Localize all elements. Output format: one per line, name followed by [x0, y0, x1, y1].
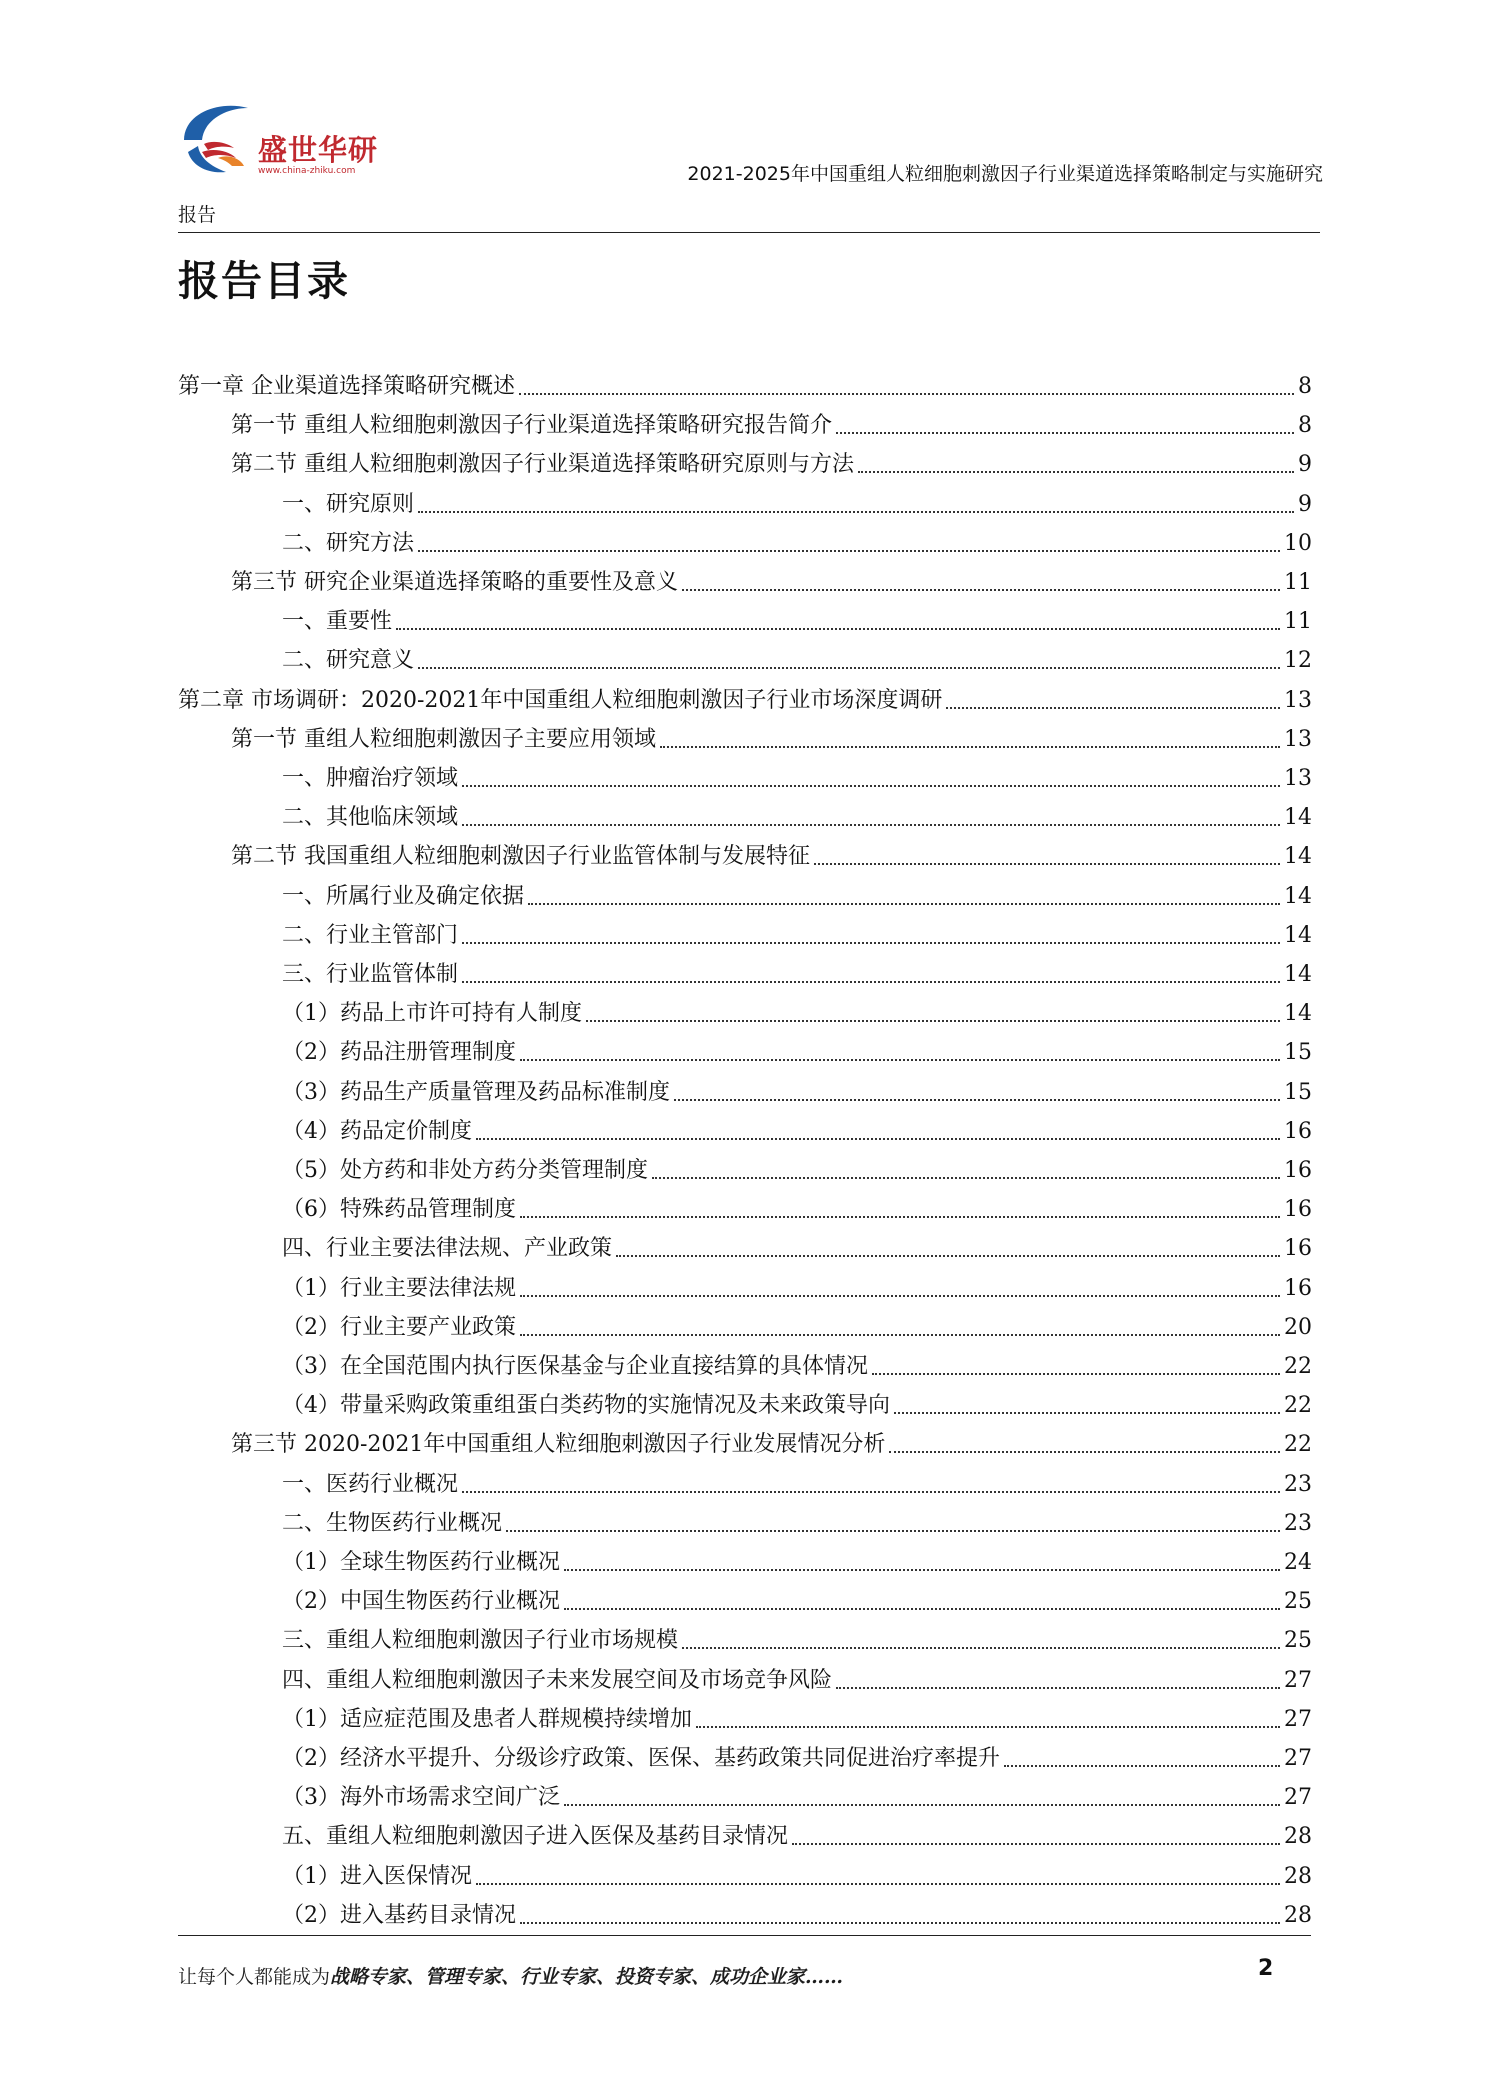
- toc-entry[interactable]: [178, 1028, 1312, 1067]
- toc-entry-page: 25: [1284, 1628, 1312, 1654]
- toc-entry[interactable]: [178, 1146, 1312, 1185]
- toc-entry-page: 22: [1284, 1393, 1312, 1419]
- toc-dot-leader: [564, 1569, 1280, 1571]
- toc-dot-leader: [682, 1647, 1280, 1649]
- toc-entry[interactable]: [178, 911, 1312, 950]
- toc-entry-page: 14: [1284, 962, 1312, 987]
- toc-dot-leader: [872, 1373, 1280, 1375]
- toc-dot-leader: [418, 550, 1280, 552]
- toc-dot-leader: [462, 785, 1280, 787]
- toc-entry[interactable]: [178, 1695, 1312, 1734]
- toc-entry-page: 13: [1284, 726, 1312, 752]
- toc-entry[interactable]: [178, 1342, 1312, 1381]
- toc-entry[interactable]: [178, 754, 1312, 793]
- toc-entry[interactable]: [178, 1773, 1312, 1812]
- toc-entry-title: 第二章 市场调研：2020-2021年中国重组人粒细胞刺激因子行业市场深度调研: [178, 687, 943, 713]
- toc-entry-title: 第一章 企业渠道选择策略研究概述: [178, 374, 515, 399]
- toc-entry[interactable]: [178, 558, 1312, 597]
- toc-entry-title: （2）药品注册管理制度: [282, 1040, 516, 1066]
- toc-dot-leader: [616, 1255, 1280, 1257]
- toc-entry[interactable]: [178, 989, 1312, 1028]
- toc-entry-title: （1）适应症范围及患者人群规模持续增加: [282, 1706, 692, 1732]
- toc-entry[interactable]: [178, 715, 1312, 754]
- toc-entry[interactable]: [178, 1264, 1312, 1303]
- toc-entry[interactable]: [178, 440, 1312, 479]
- toc-entry-title: 第二节 我国重组人粒细胞刺激因子行业监管体制与发展特征: [231, 844, 810, 870]
- toc-entry-title: 二、其他临床领域: [282, 805, 459, 831]
- toc-dot-leader: [520, 1334, 1280, 1336]
- toc-dot-leader: [894, 1412, 1280, 1414]
- toc-entry[interactable]: [178, 1616, 1312, 1655]
- toc-entry-page: 27: [1284, 1785, 1312, 1811]
- toc-entry-page: 22: [1284, 1432, 1312, 1458]
- toc-entry-page: 16: [1284, 1158, 1312, 1183]
- toc-dot-leader: [462, 824, 1280, 826]
- toc-dot-leader: [1004, 1765, 1280, 1767]
- toc-entry[interactable]: [178, 872, 1312, 911]
- toc-entry[interactable]: [178, 1499, 1312, 1538]
- toc-entry-page: 24: [1284, 1550, 1312, 1575]
- toc-dot-leader: [858, 471, 1294, 473]
- page-title: 报告目录: [178, 257, 350, 305]
- toc-dot-leader: [476, 1138, 1280, 1140]
- toc-entry[interactable]: [178, 597, 1312, 636]
- toc-dot-leader: [682, 589, 1280, 591]
- toc-entry-page: 14: [1284, 805, 1312, 831]
- toc-dot-leader: [506, 1530, 1280, 1532]
- toc-entry-page: 16: [1284, 1275, 1312, 1301]
- toc-entry-title: 一、医药行业概况: [282, 1471, 459, 1497]
- toc-dot-leader: [674, 1099, 1280, 1101]
- toc-dot-leader: [889, 1451, 1280, 1453]
- toc-entry-title: 第二节 重组人粒细胞刺激因子行业渠道选择策略研究原则与方法: [231, 452, 854, 478]
- toc-entry[interactable]: [178, 793, 1312, 832]
- toc-entry-page: 27: [1284, 1667, 1312, 1693]
- toc-dot-leader: [836, 1687, 1280, 1689]
- toc-dot-leader: [586, 1020, 1280, 1022]
- toc-dot-leader: [476, 1883, 1280, 1885]
- toc-entry[interactable]: [178, 1656, 1312, 1695]
- toc-dot-leader: [396, 628, 1280, 630]
- toc-dot-leader: [814, 863, 1280, 865]
- toc-entry-page: 27: [1284, 1746, 1312, 1771]
- toc-entry-title: （2）经济水平提升、分级诊疗政策、医保、基药政策共同促进治疗率提升: [282, 1746, 1000, 1771]
- toc-entry[interactable]: [178, 1185, 1312, 1224]
- toc-entry-page: 22: [1284, 1354, 1312, 1379]
- toc-entry-title: （1）进入医保情况: [282, 1863, 472, 1889]
- toc-entry-title: 二、生物医药行业概况: [282, 1510, 503, 1536]
- toc-entry-page: 14: [1284, 844, 1312, 870]
- footer-divider: [178, 1935, 1311, 1936]
- toc-dot-leader: [462, 981, 1280, 983]
- toc-entry-page: 11: [1284, 570, 1312, 595]
- toc-entry[interactable]: [178, 519, 1312, 558]
- toc-entry-title: 三、行业监管体制: [282, 962, 459, 987]
- toc-entry-page: 14: [1284, 883, 1312, 909]
- toc-entry-page: 23: [1284, 1471, 1312, 1497]
- toc-entry-title: （3）药品生产质量管理及药品标准制度: [282, 1079, 670, 1105]
- toc-entry[interactable]: [178, 950, 1312, 989]
- toc-entry[interactable]: [178, 636, 1312, 675]
- toc-dot-leader: [520, 1922, 1280, 1924]
- toc-entry-title: （2）中国生物医药行业概况: [282, 1589, 560, 1615]
- toc-dot-leader: [836, 432, 1294, 434]
- toc-entry-page: 28: [1284, 1824, 1312, 1850]
- toc-entry-page: 16: [1284, 1118, 1312, 1144]
- toc-entry-page: 12: [1284, 648, 1312, 674]
- toc-entry-page: 20: [1284, 1314, 1312, 1340]
- toc-dot-leader: [660, 746, 1280, 748]
- toc-entry[interactable]: [178, 1734, 1312, 1773]
- toc-entry-title: 一、肿瘤治疗领域: [282, 766, 459, 791]
- toc-entry[interactable]: [178, 676, 1312, 715]
- toc-dot-leader: [564, 1804, 1280, 1806]
- toc-dot-leader: [946, 707, 1280, 709]
- toc-entry-title: 一、研究原则: [282, 491, 415, 517]
- toc-entry-page: 28: [1284, 1863, 1312, 1889]
- toc-entry-title: （6）特殊药品管理制度: [282, 1197, 516, 1223]
- toc-entry[interactable]: [178, 1224, 1312, 1263]
- toc-entry[interactable]: [178, 1460, 1312, 1499]
- toc-entry-title: 第一节 重组人粒细胞刺激因子主要应用领域: [231, 726, 656, 752]
- toc-entry-title: （2）行业主要产业政策: [282, 1314, 516, 1340]
- toc-entry-page: 8: [1298, 374, 1312, 399]
- toc-entry-title: 第一节 重组人粒细胞刺激因子行业渠道选择策略研究报告简介: [231, 413, 832, 439]
- toc-entry-page: 16: [1284, 1197, 1312, 1223]
- toc-entry-page: 14: [1284, 1001, 1312, 1027]
- toc-entry-title: （2）进入基药目录情况: [282, 1902, 516, 1928]
- toc-entry-title: 第三节 研究企业渠道选择策略的重要性及意义: [231, 570, 678, 595]
- toc-entry-page: 8: [1298, 413, 1312, 439]
- report-title: 2021-2025年中国重组人粒细胞刺激因子行业渠道选择策略制定与实施研究: [687, 163, 1323, 185]
- toc-entry[interactable]: [178, 1107, 1312, 1146]
- toc-dot-leader: [696, 1726, 1280, 1728]
- toc-entry-page: 15: [1284, 1079, 1312, 1105]
- toc-entry-title: （5）处方药和非处方药分类管理制度: [282, 1158, 648, 1183]
- toc-entry-title: （3）海外市场需求空间广泛: [282, 1785, 560, 1811]
- toc-entry-page: 16: [1284, 1236, 1312, 1262]
- page-number: 2: [1258, 1956, 1274, 1981]
- toc-entry-title: 五、重组人粒细胞刺激因子进入医保及基药目录情况: [282, 1824, 789, 1850]
- toc-entry-page: 13: [1284, 687, 1312, 713]
- toc-entry-title: 一、所属行业及确定依据: [282, 883, 525, 909]
- toc-entry-page: 15: [1284, 1040, 1312, 1066]
- toc-dot-leader: [520, 1059, 1280, 1061]
- toc-entry-title: （4）带量采购政策重组蛋白类药物的实施情况及未来政策导向: [282, 1393, 890, 1419]
- toc-entry-title: 二、研究方法: [282, 530, 415, 556]
- logo-text: 盛世华研: [258, 133, 379, 167]
- toc-entry-title: 四、重组人粒细胞刺激因子未来发展空间及市场竞争风险: [282, 1667, 833, 1693]
- toc-entry-page: 9: [1298, 452, 1312, 478]
- toc-entry[interactable]: [178, 401, 1312, 440]
- toc-dot-leader: [418, 667, 1280, 669]
- toc-dot-leader: [462, 942, 1280, 944]
- toc-dot-leader: [528, 903, 1280, 905]
- toc-entry[interactable]: [178, 1538, 1312, 1577]
- toc-entry[interactable]: [178, 1852, 1312, 1891]
- toc-entry[interactable]: [178, 1891, 1312, 1930]
- toc-dot-leader: [520, 1295, 1280, 1297]
- header-divider: [178, 232, 1320, 233]
- report-label: 报告: [178, 204, 217, 226]
- toc-dot-leader: [564, 1608, 1280, 1610]
- toc-entry-page: 11: [1284, 609, 1312, 635]
- toc-entry-page: 14: [1284, 922, 1312, 948]
- toc-entry-title: 第三节 2020-2021年中国重组人粒细胞刺激因子行业发展情况分析: [231, 1432, 886, 1458]
- toc-entry-title: 二、行业主管部门: [282, 922, 459, 948]
- toc-entry-title: 三、重组人粒细胞刺激因子行业市场规模: [282, 1628, 679, 1654]
- footer-slogan-prefix: 让每个人都能成为: [178, 1966, 331, 1988]
- toc-dot-leader: [462, 1491, 1280, 1493]
- toc-entry-page: 28: [1284, 1902, 1312, 1928]
- toc-entry[interactable]: [178, 1812, 1312, 1851]
- toc-dot-leader: [520, 1216, 1280, 1218]
- toc-entry[interactable]: [178, 1381, 1312, 1420]
- toc-entry-title: 二、研究意义: [282, 648, 415, 674]
- toc-entry-title: （1）全球生物医药行业概况: [282, 1550, 560, 1575]
- footer-slogan-emphasis: 战略专家、管理专家、行业专家、投资专家、成功企业家……: [330, 1966, 844, 1988]
- toc-dot-leader: [792, 1843, 1280, 1845]
- toc-dot-leader: [519, 393, 1294, 395]
- toc-entry-title: 一、重要性: [282, 609, 393, 635]
- toc-entry[interactable]: [178, 1577, 1312, 1616]
- toc-entry-page: 25: [1284, 1589, 1312, 1615]
- toc-entry-page: 9: [1298, 491, 1312, 517]
- toc-entry-title: （4）药品定价制度: [282, 1118, 472, 1144]
- toc-entry-title: （1）行业主要法律法规: [282, 1275, 516, 1301]
- toc-entry[interactable]: [178, 1068, 1312, 1107]
- toc-entry[interactable]: [178, 1303, 1312, 1342]
- toc-entry-page: 13: [1284, 766, 1312, 791]
- toc-dot-leader: [418, 511, 1294, 513]
- toc-entry[interactable]: [178, 832, 1312, 871]
- toc-entry[interactable]: [178, 362, 1312, 401]
- toc-entry-page: 10: [1284, 530, 1312, 556]
- toc-entry-page: 23: [1284, 1510, 1312, 1536]
- toc-dot-leader: [652, 1177, 1280, 1179]
- logo-url: www.china-zhiku.com: [258, 166, 356, 176]
- toc-entry-title: 四、行业主要法律法规、产业政策: [282, 1236, 613, 1262]
- toc-entry-title: （3）在全国范围内执行医保基金与企业直接结算的具体情况: [282, 1354, 868, 1379]
- toc-entry-page: 27: [1284, 1706, 1312, 1732]
- toc-entry[interactable]: [178, 1420, 1312, 1459]
- footer-slogan: [178, 1962, 843, 1989]
- toc-entry-title: （1）药品上市许可持有人制度: [282, 1001, 582, 1027]
- toc-entry[interactable]: [178, 480, 1312, 519]
